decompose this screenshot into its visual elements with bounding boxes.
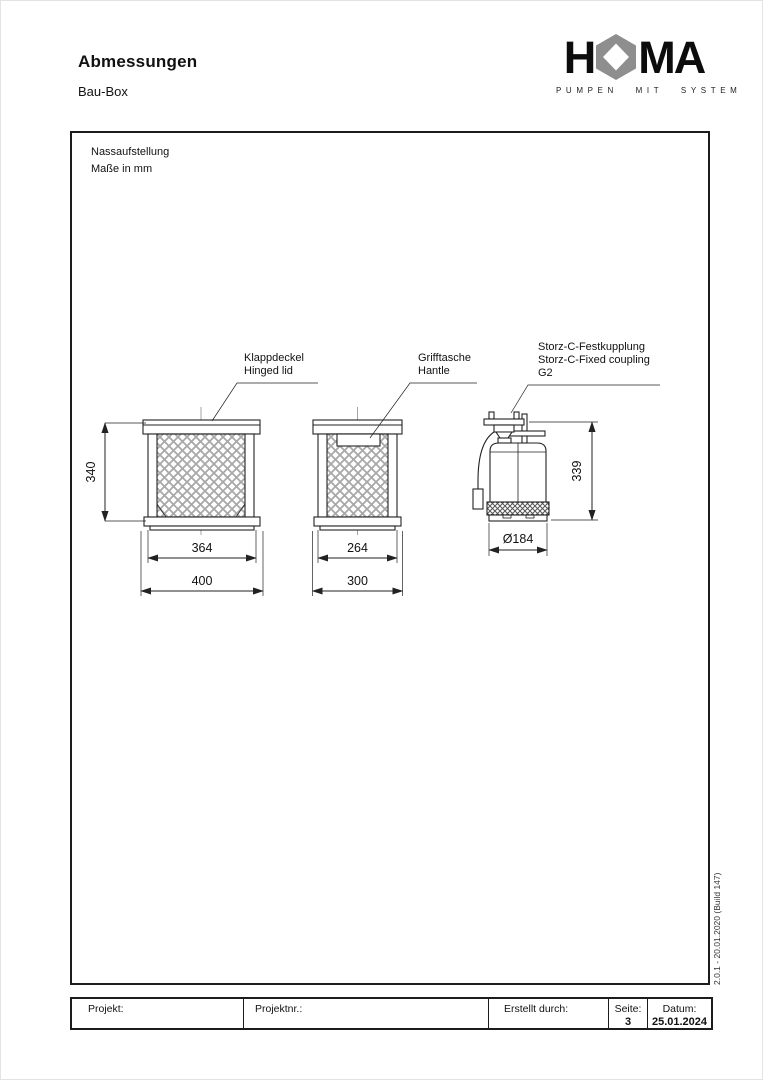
label-coupling-size: G2 (538, 367, 553, 379)
logo-letters-ma: MA (638, 31, 705, 83)
page-title: Abmessungen (78, 52, 198, 71)
footer-seite-label: Seite: (614, 1003, 642, 1015)
front-view-drawing (84, 407, 263, 596)
homa-logo (556, 31, 742, 95)
dim-pump-height: 339 (570, 460, 584, 482)
footer-projekt-label: Projekt: (88, 1003, 124, 1015)
footer-cell-seite (609, 999, 648, 1028)
dim-side-outer-width: 300 (347, 574, 368, 588)
label-coupling-en: Storz-C-Fixed coupling (538, 354, 650, 366)
label-handle-en: Hantle (418, 365, 450, 377)
technical-drawing (70, 131, 710, 985)
dim-pump-diameter: Ø184 (502, 532, 534, 546)
label-lid-en: Hinged lid (244, 365, 293, 377)
footer-datum-label: Datum: (662, 1003, 697, 1015)
label-lid-de: Klappdeckel (244, 352, 304, 364)
logo-letter-h: H (563, 31, 595, 83)
footer-seite-value: 3 (624, 1016, 632, 1028)
homa-hexagon-icon (595, 34, 637, 80)
footer-cell-datum (648, 999, 711, 1028)
footer-cell-projekt (72, 999, 244, 1028)
dim-side-inner-width: 264 (347, 541, 368, 555)
note-units: Maße in mm (91, 163, 153, 175)
footer-cell-erstellt (489, 999, 609, 1028)
pump-drawing (473, 412, 598, 556)
note-installation-type: Nassaufstellung (91, 146, 170, 158)
logo-tagline: PUMPEN MIT SYSTEM (556, 86, 742, 95)
footer-projektnr-label: Projektnr.: (255, 1003, 303, 1015)
label-handle-de: Grifftasche (418, 352, 471, 364)
drawing-frame (70, 131, 710, 985)
footer-erstellt-label: Erstellt durch: (504, 1003, 569, 1015)
homa-logo-wordmark (556, 31, 712, 83)
version-note: 2.0.1 - 20.01.2020 (Build 147) (712, 872, 722, 985)
dim-front-inner-width: 364 (191, 541, 213, 555)
footer-cell-projektnr (244, 999, 489, 1028)
footer-datum-value: 25.01.2024 (651, 1016, 708, 1028)
dim-front-outer-width: 400 (191, 574, 213, 588)
callout-labels (212, 341, 660, 438)
dim-front-height: 340 (84, 461, 98, 483)
side-view-drawing (313, 407, 403, 596)
footer-table (70, 997, 713, 1030)
label-coupling-de: Storz-C-Festkupplung (538, 341, 645, 353)
page-subtitle: Bau-Box (78, 84, 128, 99)
